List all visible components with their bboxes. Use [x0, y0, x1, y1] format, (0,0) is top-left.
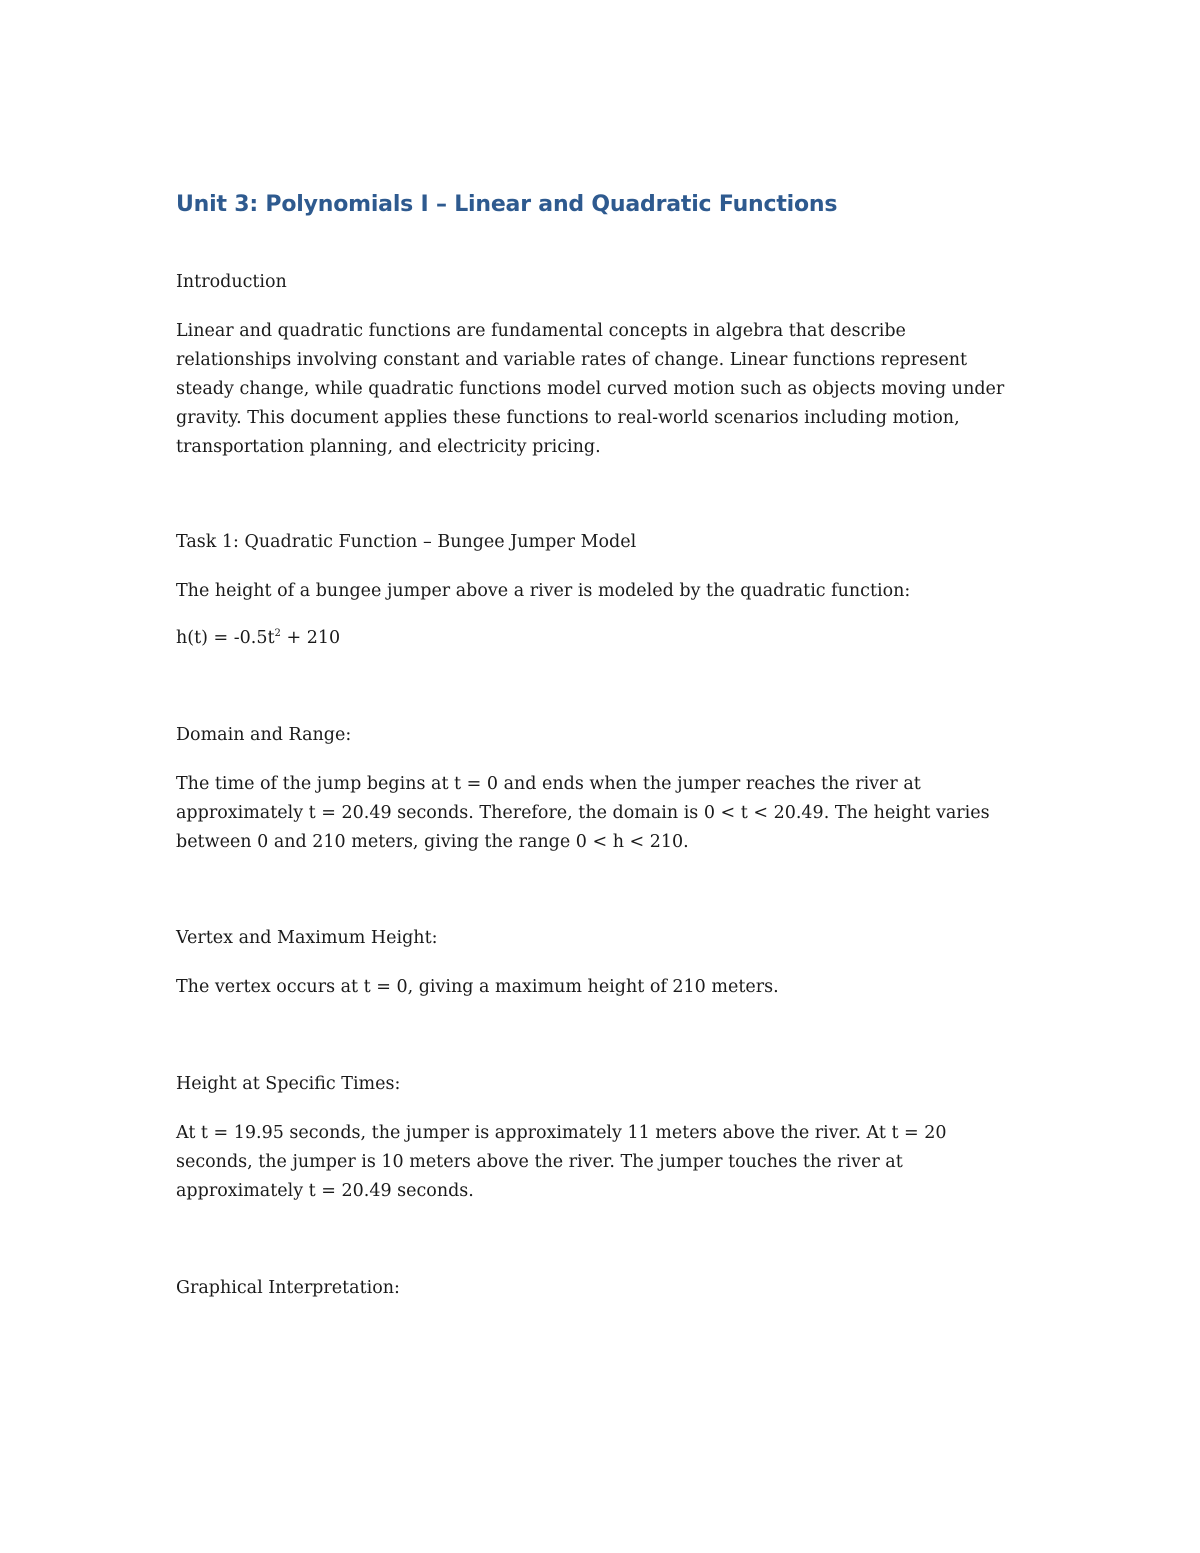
domain-range-heading: Domain and Range:: [176, 725, 352, 745]
formula-prefix: h(t) = -0.5t: [176, 628, 275, 648]
formula-suffix: + 210: [280, 628, 341, 648]
task1-intro: The height of a bungee jumper above a river is modeled by the quadratic function:: [176, 581, 911, 601]
graphical-heading: Graphical Interpretation:: [176, 1278, 400, 1298]
introduction-heading: Introduction: [176, 272, 287, 292]
task1-heading: Task 1: Quadratic Function – Bungee Jumper Model: [176, 532, 637, 552]
formula-exponent: 2: [274, 628, 281, 640]
vertex-body: The vertex occurs at t = 0, giving a maximum height of 210 meters.: [176, 977, 779, 997]
specific-times-body: At t = 19.95 seconds, the jumper is approximately 11 meters above the river. At t = 20 seconds, the jumper is 10 meters above the river. The jumper touches the river at approximately t = 20.49 seconds.: [176, 1123, 947, 1201]
document-title: Unit 3: Polynomials I – Linear and Quadratic Functions: [176, 192, 838, 217]
document-content: [176, 188, 1016, 1303]
domain-range-body: The time of the jump begins at t = 0 and ends when the jumper reaches the river at approximately t = 20.49 seconds. Therefore, the domain is 0 < t < 20.49. The height varies between 0 and 210 meters, giving the range 0 < h < 210.: [176, 774, 990, 852]
task1-formula: [176, 624, 1016, 653]
vertex-heading: Vertex and Maximum Height:: [176, 928, 438, 948]
introduction-body: Linear and quadratic functions are fundamental concepts in algebra that describe relationships involving constant and variable rates of change. Linear functions represent steady change, while quadratic functions model curved motion such as objects moving under gravity. This document applies these functions to real-world scenarios including motion, transportation planning, and electricity pricing.: [176, 321, 1005, 457]
specific-times-heading: Height at Specific Times:: [176, 1074, 401, 1094]
